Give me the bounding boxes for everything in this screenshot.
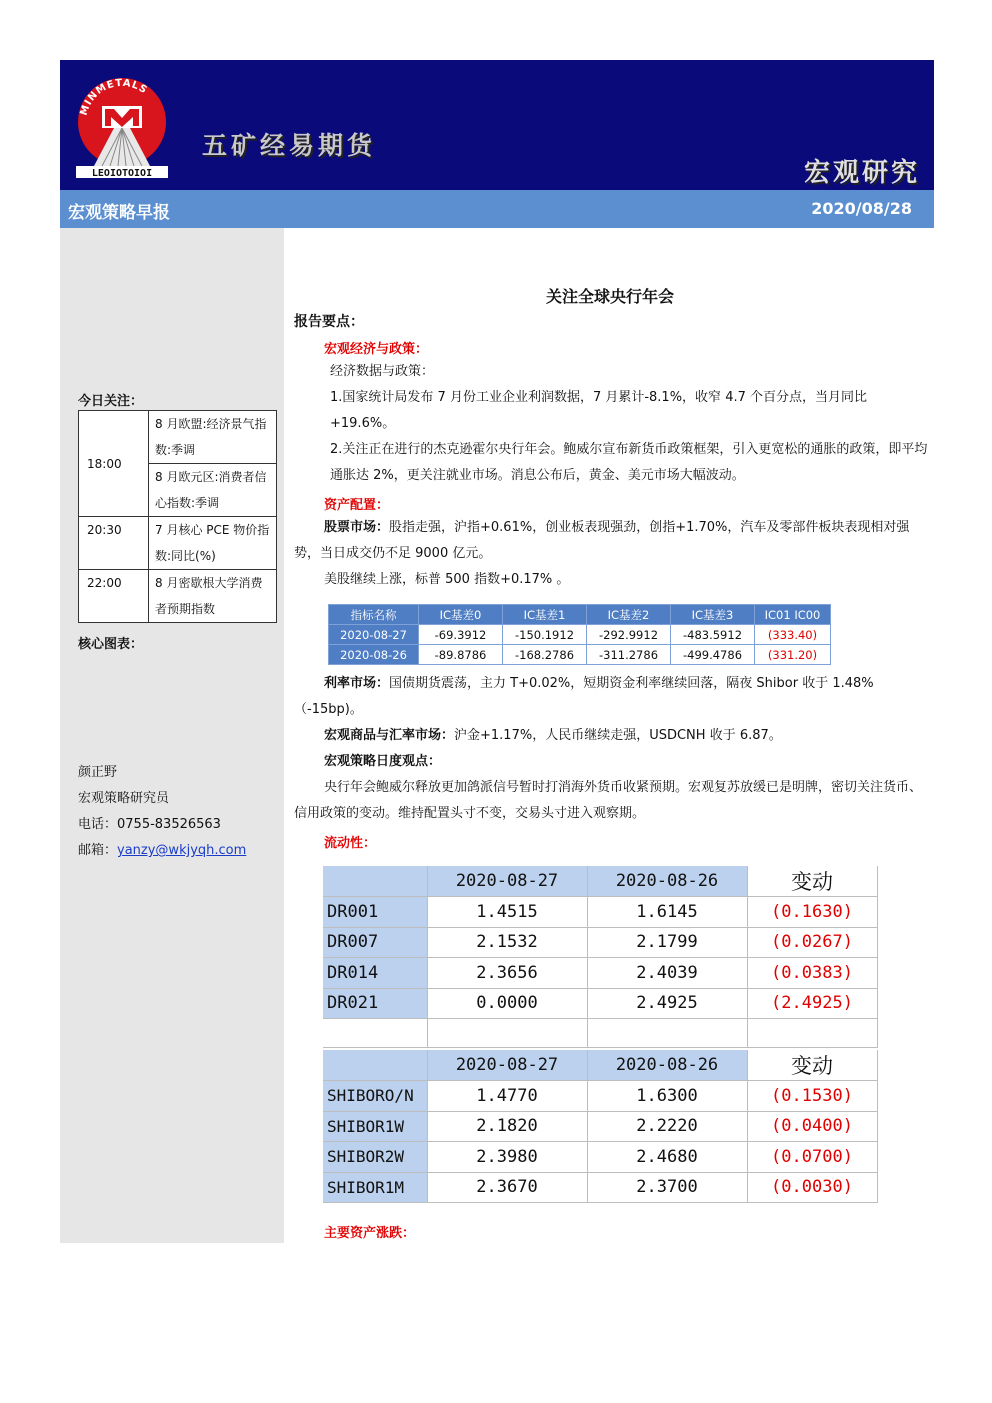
rate-market-text: 国债期货震荡，主力 T+0.02%，短期资金利率继续回落，隔夜 Shibor 收于 1.48%（-15bp)。 bbox=[294, 676, 874, 717]
us-stock-line: 美股继续上涨，标普 500 指数+0.17% 。 bbox=[324, 572, 570, 587]
table-cell: -89.8786 bbox=[419, 645, 503, 665]
core-chart-label: 核心图表： bbox=[78, 637, 144, 652]
column-header: 2020-08-26 bbox=[587, 1050, 747, 1081]
event-time: 18:00 bbox=[79, 411, 149, 517]
ic-basis-table bbox=[328, 604, 831, 665]
column-header: IC基差0 bbox=[419, 605, 503, 625]
table-row bbox=[323, 927, 877, 958]
focus-events-table bbox=[78, 410, 277, 623]
table-cell: SHIBOR1W bbox=[323, 1111, 427, 1142]
stock-market-paragraph bbox=[294, 515, 928, 567]
column-header: 变动 bbox=[747, 1050, 877, 1081]
column-header: 2020-08-27 bbox=[427, 866, 587, 897]
table-cell: 2.1799 bbox=[587, 927, 747, 958]
event-item: 7 月核心 PCE 物价指数:同比(%) bbox=[149, 517, 277, 570]
daily-view-label: 宏观策略日度观点： bbox=[324, 754, 442, 769]
table-row bbox=[323, 1142, 877, 1173]
svg-text:MINMETALS: MINMETALS bbox=[78, 77, 150, 117]
stock-market-label: 股票市场： bbox=[324, 520, 390, 535]
table-row bbox=[329, 645, 831, 665]
commodity-fx-label: 宏观商品与汇率市场： bbox=[324, 728, 455, 743]
table-row bbox=[79, 411, 277, 464]
table-header-row bbox=[323, 866, 877, 897]
table-cell: DR014 bbox=[323, 958, 427, 989]
table-cell: 2.3656 bbox=[427, 958, 587, 989]
table-row bbox=[323, 1172, 877, 1203]
table-row bbox=[323, 958, 877, 989]
author-name: 颜正野 bbox=[78, 765, 118, 780]
author-role: 宏观策略研究员 bbox=[78, 791, 170, 806]
minmetals-logo-icon bbox=[74, 70, 170, 182]
event-time: 20:30 bbox=[79, 517, 149, 570]
event-item: 8 月欧元区:消费者信心指数:季调 bbox=[149, 464, 277, 517]
document-title: 关注全球央行年会 bbox=[545, 287, 674, 306]
table-cell: 2.4039 bbox=[587, 958, 747, 989]
column-header: IC基差1 bbox=[503, 605, 587, 625]
table-row bbox=[329, 625, 831, 645]
stock-market-text: 股指走强，沪指+0.61%，创业板表现强劲，创指+1.70%，汽车及零部件板块表现相对强势，当日成交仍不足 9000 亿元。 bbox=[294, 520, 910, 561]
table-cell: -168.2786 bbox=[503, 645, 587, 665]
report-date: 2020/08/28 bbox=[811, 199, 912, 218]
table-cell: SHIBOR1M bbox=[323, 1172, 427, 1203]
table-cell: (0.0700) bbox=[747, 1142, 877, 1173]
table-cell: (0.1630) bbox=[747, 897, 877, 928]
commodity-fx-text: 沪金+1.17%，人民币继续走强，USDCNH 收于 6.87。 bbox=[454, 728, 782, 743]
macro-point-2: 2.关注正在进行的杰克逊霍尔央行年会。鲍威尔宣布新货币政策框架，引入更宽松的通胀的政策，即平均通胀达 2%，更关注就业市场。消息公布后，黄金、美元市场大幅波动。 bbox=[330, 442, 928, 483]
rate-market-paragraph bbox=[294, 671, 928, 723]
column-header: 2020-08-26 bbox=[587, 866, 747, 897]
report-header bbox=[60, 60, 934, 190]
table-cell: 2020-08-27 bbox=[329, 625, 419, 645]
section-major-assets-heading: 主要资产涨跌： bbox=[324, 1226, 416, 1241]
research-type: 宏观研究 bbox=[803, 158, 920, 188]
table-row bbox=[79, 570, 277, 623]
table-cell: -483.5912 bbox=[671, 625, 755, 645]
section-liquidity-heading: 流动性： bbox=[324, 836, 377, 851]
table-cell: -311.2786 bbox=[587, 645, 671, 665]
table-cell: DR021 bbox=[323, 988, 427, 1019]
table-cell: 2.4925 bbox=[587, 988, 747, 1019]
author-phone: 电话：0755-83526563 bbox=[78, 817, 221, 832]
table-header-row bbox=[323, 1050, 877, 1081]
table-header-row bbox=[329, 605, 831, 625]
table-cell: (0.0383) bbox=[747, 958, 877, 989]
table-cell: (0.1530) bbox=[747, 1081, 877, 1112]
table-cell: DR007 bbox=[323, 927, 427, 958]
sidebar bbox=[60, 228, 284, 1243]
table-row bbox=[323, 1111, 877, 1142]
table-row bbox=[79, 517, 277, 570]
rate-market-label: 利率市场： bbox=[324, 676, 390, 691]
daily-view-text: 央行年会鲍威尔释放更加鸽派信号暂时打消海外货币收紧预期。宏观复苏放缓已是明牌，密切关注货币、信用政策的变动。维持配置头寸不变，交易头寸进入观察期。 bbox=[294, 780, 923, 821]
author-email-link[interactable]: yanzy@wkjyqh.com bbox=[117, 843, 247, 858]
focus-label: 今日关注： bbox=[78, 394, 144, 409]
commodity-fx-paragraph bbox=[324, 723, 782, 749]
table-cell: DR001 bbox=[323, 897, 427, 928]
table-cell: 0.0000 bbox=[427, 988, 587, 1019]
event-item: 8 月密歇根大学消费者预期指数 bbox=[149, 570, 277, 623]
table-cell: 2.2220 bbox=[587, 1111, 747, 1142]
table-row bbox=[323, 1081, 877, 1112]
shibor-rate-table bbox=[323, 1050, 878, 1203]
column-header: 变动 bbox=[747, 866, 877, 897]
table-cell: -69.3912 bbox=[419, 625, 503, 645]
table-row bbox=[323, 988, 877, 1019]
table-cell: -150.1912 bbox=[503, 625, 587, 645]
section-asset-heading: 资产配置： bbox=[324, 498, 390, 513]
column-header: 指标名称 bbox=[329, 605, 419, 625]
macro-point-1: 1.国家统计局发布 7 月份工业企业利润数据，7 月累计-8.1%，收窄 4.7 个百分点，当月同比+19.6%。 bbox=[330, 390, 867, 431]
table-spacer-row bbox=[323, 1019, 877, 1048]
table-row bbox=[323, 897, 877, 928]
report-subheader bbox=[60, 190, 934, 228]
macro-subheading: 经济数据与政策： bbox=[330, 364, 435, 379]
table-cell: 1.4515 bbox=[427, 897, 587, 928]
column-header: IC01 IC00 bbox=[755, 605, 831, 625]
table-cell: (0.0030) bbox=[747, 1172, 877, 1203]
key-points-heading: 报告要点： bbox=[294, 314, 364, 330]
svg-text:LEOIOTOIOI: LEOIOTOIOI bbox=[91, 168, 153, 179]
table-cell: -499.4786 bbox=[671, 645, 755, 665]
table-cell: 2.3700 bbox=[587, 1172, 747, 1203]
table-cell: 1.6145 bbox=[587, 897, 747, 928]
table-cell: 2.1820 bbox=[427, 1111, 587, 1142]
table-cell: 1.4770 bbox=[427, 1081, 587, 1112]
table-cell: (0.0267) bbox=[747, 927, 877, 958]
column-header: IC基差2 bbox=[587, 605, 671, 625]
table-cell: 2.3670 bbox=[427, 1172, 587, 1203]
report-name: 宏观策略早报 bbox=[68, 203, 170, 223]
table-cell: 2.4680 bbox=[587, 1142, 747, 1173]
table-cell: SHIBOR2W bbox=[323, 1142, 427, 1173]
table-cell: SHIBORO/N bbox=[323, 1081, 427, 1112]
table-cell: 2.1532 bbox=[427, 927, 587, 958]
column-header: IC基差3 bbox=[671, 605, 755, 625]
event-time: 22:00 bbox=[79, 570, 149, 623]
event-item: 8 月欧盟:经济景气指数:季调 bbox=[149, 411, 277, 464]
table-cell: 1.6300 bbox=[587, 1081, 747, 1112]
table-cell: 2020-08-26 bbox=[329, 645, 419, 665]
table-cell: -292.9912 bbox=[587, 625, 671, 645]
column-header bbox=[323, 1050, 427, 1081]
table-cell: (2.4925) bbox=[747, 988, 877, 1019]
table-cell: (331.20) bbox=[755, 645, 831, 665]
author-email-line bbox=[78, 838, 246, 864]
table-cell: (0.0400) bbox=[747, 1111, 877, 1142]
column-header: 2020-08-27 bbox=[427, 1050, 587, 1081]
company-name: 五矿经易期货 bbox=[202, 131, 377, 160]
dr-rate-table bbox=[323, 866, 878, 1048]
table-cell: 2.3980 bbox=[427, 1142, 587, 1173]
column-header bbox=[323, 866, 427, 897]
table-cell: (333.40) bbox=[755, 625, 831, 645]
section-macro-heading: 宏观经济与政策： bbox=[324, 342, 429, 357]
email-label: 邮箱： bbox=[78, 843, 118, 858]
